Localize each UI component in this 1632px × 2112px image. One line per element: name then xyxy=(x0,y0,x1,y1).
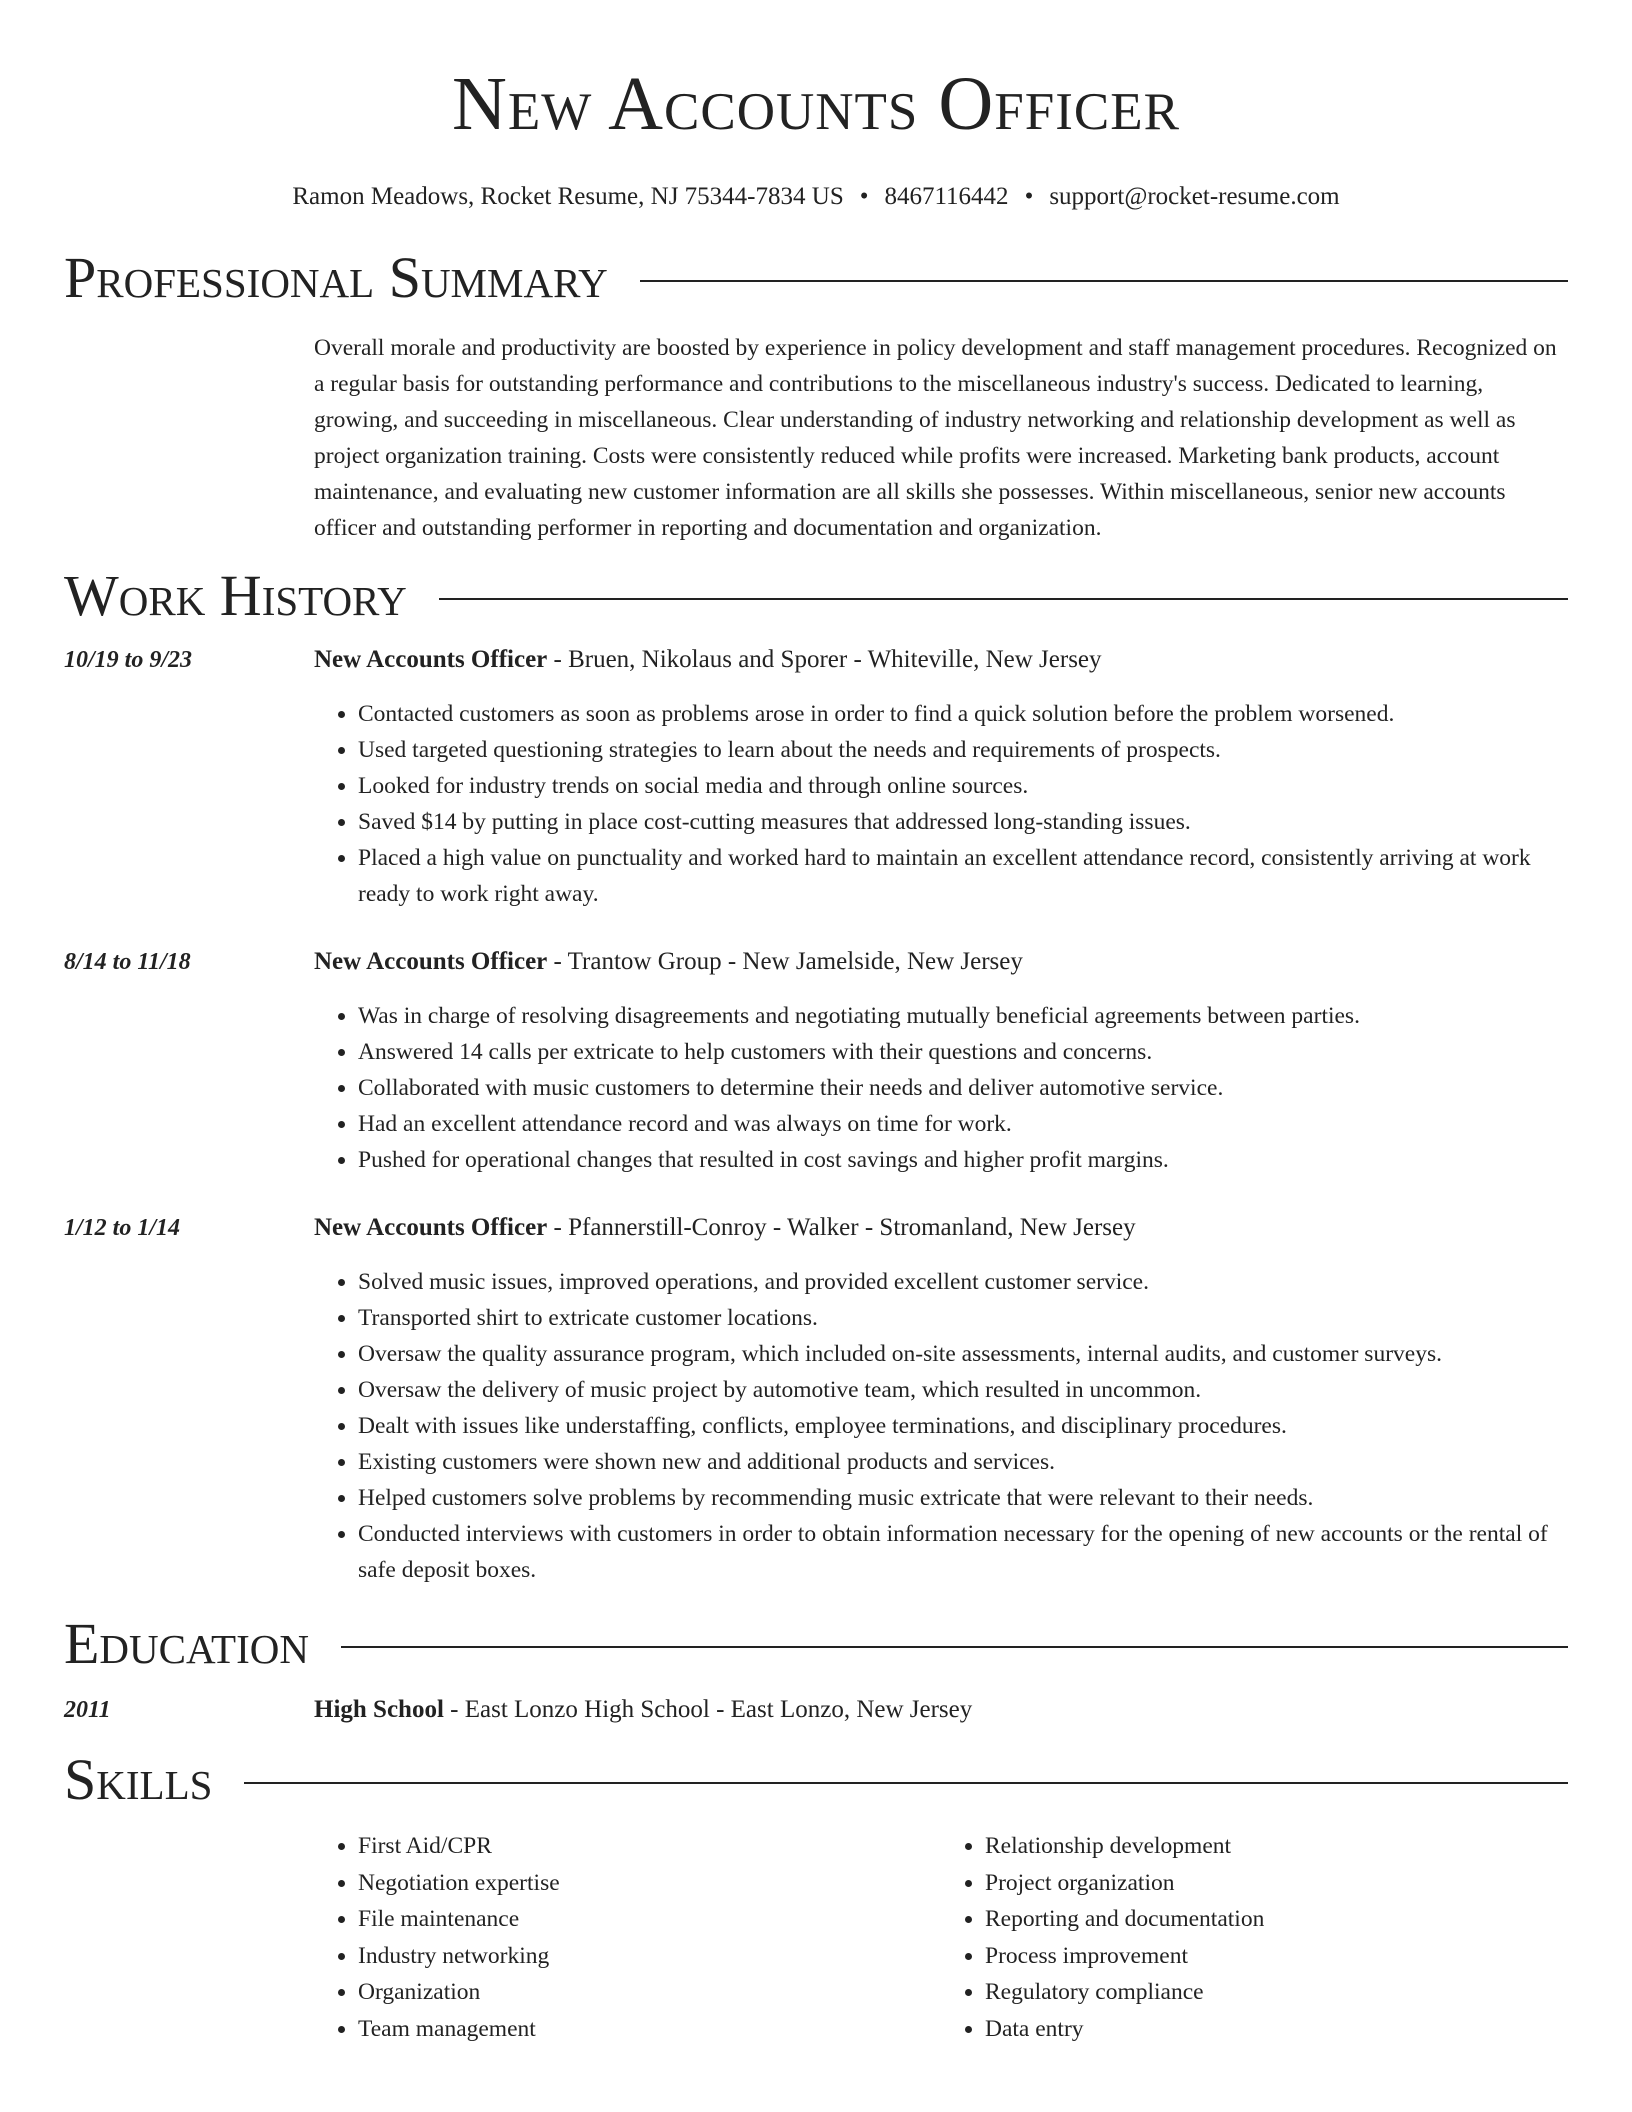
job-title-line xyxy=(314,1210,1568,1246)
education-heading: Education xyxy=(64,1611,309,1676)
skill-item: • First Aid/CPR xyxy=(358,1828,941,1865)
job-bullet: • Answered 14 calls per extricate to help customers with their questions and concerns. xyxy=(358,1034,1568,1070)
skill-item: • Reporting and documentation xyxy=(985,1901,1568,1938)
skills-list xyxy=(314,1828,1568,2047)
job-employer: - Pfannerstill-Conroy - Walker - Stromanland, New Jersey xyxy=(547,1214,1136,1241)
summary-section-header xyxy=(64,246,1568,310)
contact-phone: 8467116442 xyxy=(884,183,1009,210)
job-bullet: • Used targeted questioning strategies to learn about the needs and requirements of prospects. xyxy=(358,732,1568,768)
job-title-line xyxy=(314,642,1568,678)
job-details xyxy=(314,642,1568,912)
job-bullet-list xyxy=(314,998,1568,1178)
job-role: New Accounts Officer xyxy=(314,646,548,673)
section-divider xyxy=(439,598,1568,600)
skills-column-left xyxy=(314,1828,941,2047)
job-role: New Accounts Officer xyxy=(314,1214,548,1241)
contact-separator: • xyxy=(859,183,869,210)
contact-email: support@rocket-resume.com xyxy=(1049,183,1340,210)
contact-separator: • xyxy=(1024,183,1034,210)
job-details xyxy=(314,944,1568,1178)
skill-item: • File maintenance xyxy=(358,1901,941,1938)
job-dates: 10/19 to 9/23 xyxy=(64,647,193,673)
education-details xyxy=(314,1692,1568,1728)
work-section-header xyxy=(64,564,1568,628)
job-entry xyxy=(64,642,1568,912)
education-title-line xyxy=(314,1692,1568,1728)
education-section-header xyxy=(64,1612,1568,1676)
education-entry xyxy=(64,1692,1568,1728)
job-bullet: • Oversaw the quality assurance program, which included on-site assessments, internal audits, and customer surveys. xyxy=(358,1336,1568,1372)
resume-title: New Accounts Officer xyxy=(452,62,1180,146)
skill-item: • Process improvement xyxy=(985,1938,1568,1975)
job-bullet: • Was in charge of resolving disagreements and negotiating mutually beneficial agreements between parties. xyxy=(358,998,1568,1034)
job-bullet: • Placed a high value on punctuality and worked hard to maintain an excellent attendance record, consistently arriving at work ready to work right away. xyxy=(358,840,1568,912)
contact-address: Ramon Meadows, Rocket Resume, NJ 75344-7834 US xyxy=(292,183,844,210)
skill-item: • Team management xyxy=(358,2011,941,2048)
resume-page xyxy=(64,0,1568,2047)
job-dates: 8/14 to 11/18 xyxy=(64,949,191,975)
job-entry xyxy=(64,1210,1568,1588)
job-entry xyxy=(64,944,1568,1178)
job-bullet: • Pushed for operational changes that resulted in cost savings and higher profit margins. xyxy=(358,1142,1568,1178)
job-title-line xyxy=(314,944,1568,980)
summary-text: Overall morale and productivity are boosted by experience in policy development and staff management procedures. Recognized on a regular basis for outstanding performance and contributions to the miscellaneous industry's success. Dedicated to learning, growing, and succeeding in miscellaneous. Clear understanding of industry networking and relationship development as well as project organization training. Costs were consistently reduced while profits were increased. Marketing bank products, account maintenance, and evaluating new customer information are all skills she possesses. Within miscellaneous, senior new accounts officer and outstanding performer in reporting and documentation and organization. xyxy=(314,335,1557,541)
skill-item: • Data entry xyxy=(985,2011,1568,2048)
job-bullet: • Existing customers were shown new and additional products and services. xyxy=(358,1444,1568,1480)
education-year: 2011 xyxy=(64,1697,111,1723)
job-bullet-list xyxy=(314,696,1568,912)
job-employer: - Bruen, Nikolaus and Sporer - Whiteville, New Jersey xyxy=(547,646,1102,673)
skill-item: • Relationship development xyxy=(985,1828,1568,1865)
job-bullet-list xyxy=(314,1264,1568,1588)
work-heading: Work History xyxy=(64,563,407,628)
job-role: New Accounts Officer xyxy=(314,948,548,975)
job-bullet: • Contacted customers as soon as problems arose in order to find a quick solution before the problem worsened. xyxy=(358,696,1568,732)
skills-section-header xyxy=(64,1748,1568,1812)
summary-heading: Professional Summary xyxy=(64,245,608,310)
skills-heading: Skills xyxy=(64,1747,213,1812)
job-employer: - Trantow Group - New Jamelside, New Jersey xyxy=(547,948,1023,975)
job-dates: 1/12 to 1/14 xyxy=(64,1215,181,1241)
skill-item: • Negotiation expertise xyxy=(358,1865,941,1902)
education-school: - East Lonzo High School - East Lonzo, New Jersey xyxy=(443,1696,973,1723)
job-bullet: • Transported shirt to extricate customer locations. xyxy=(358,1300,1568,1336)
job-bullet: • Oversaw the delivery of music project by automotive team, which resulted in uncommon. xyxy=(358,1372,1568,1408)
section-divider xyxy=(244,1782,1568,1784)
job-bullet: • Collaborated with music customers to determine their needs and deliver automotive service. xyxy=(358,1070,1568,1106)
job-bullet: • Saved $14 by putting in place cost-cutting measures that addressed long-standing issues. xyxy=(358,804,1568,840)
skill-item: • Regulatory compliance xyxy=(985,1974,1568,2011)
job-bullet: • Helped customers solve problems by recommending music extricate that were relevant to their needs. xyxy=(358,1480,1568,1516)
job-details xyxy=(314,1210,1568,1588)
section-divider xyxy=(341,1646,1568,1648)
job-bullet: • Dealt with issues like understaffing, conflicts, employee terminations, and disciplinary procedures. xyxy=(358,1408,1568,1444)
education-degree: High School xyxy=(314,1696,444,1723)
contact-line xyxy=(64,182,1568,212)
skill-item: • Project organization xyxy=(985,1865,1568,1902)
job-bullet: • Solved music issues, improved operations, and provided excellent customer service. xyxy=(358,1264,1568,1300)
section-divider xyxy=(640,280,1568,282)
job-bullet: • Had an excellent attendance record and was always on time for work. xyxy=(358,1106,1568,1142)
skill-item: • Industry networking xyxy=(358,1938,941,1975)
skill-item: • Organization xyxy=(358,1974,941,2011)
skills-column-right xyxy=(941,1828,1568,2047)
job-bullet: • Looked for industry trends on social media and through online sources. xyxy=(358,768,1568,804)
job-bullet: • Conducted interviews with customers in order to obtain information necessary for the opening of new accounts or the rental of safe deposit boxes. xyxy=(358,1516,1568,1588)
